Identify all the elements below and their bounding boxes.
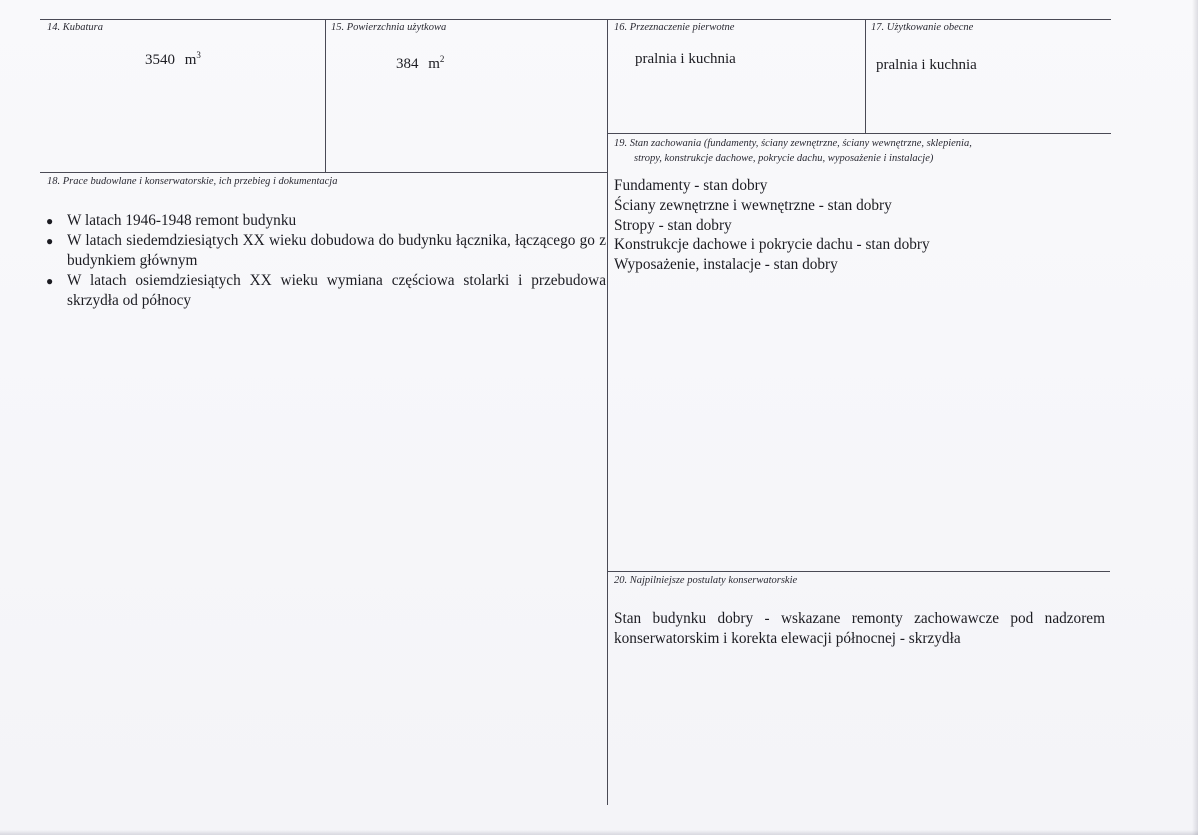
condition-line: Konstrukcje dachowe i pokrycie dachu - stan dobry xyxy=(614,236,930,254)
list-item-text: W latach osiemdziesiątych XX wieku wymiana częściowa stolarki i przebudowa skrzydła od północy xyxy=(67,272,606,309)
field-17-value: pralnia i kuchnia xyxy=(876,57,977,73)
field-17-label: 17. Użytkowanie obecne xyxy=(871,22,974,33)
area-unit-exponent: 2 xyxy=(439,54,445,64)
works-list xyxy=(44,211,606,311)
condition-line: Stropy - stan dobry xyxy=(614,216,732,234)
list-item xyxy=(44,231,606,271)
field-14-label: 14. Kubatura xyxy=(47,22,104,33)
volume-unit-base: m xyxy=(184,52,197,68)
list-item-text: W latach siedemdziesiątych XX wieku dobudowa do budynku łącznika, łączącego go z budynkiem głównym xyxy=(67,232,606,269)
field-16-label: 16. Przeznaczenie pierwotne xyxy=(614,22,735,33)
volume-unit-exponent: 3 xyxy=(196,50,201,60)
bullet-icon: ● xyxy=(46,234,54,248)
bullet-icon: ● xyxy=(46,214,54,228)
page-bottom-shadow xyxy=(0,830,1198,835)
divider-main xyxy=(607,19,608,805)
field-20-label: 20. Najpilniejsze postulaty konserwatorskie xyxy=(614,575,798,586)
field-14-value xyxy=(145,52,201,69)
field-19-label-line2: stropy, konstrukcje dachowe, pokrycie dachu, wyposażenie i instalacje) xyxy=(634,153,934,164)
condition-line: Ściany zewnętrzne i wewnętrzne - stan dobry xyxy=(614,196,892,214)
field-18-label: 18. Prace budowlane i konserwatorskie, ich przebieg i dokumentacja xyxy=(47,176,338,187)
area-unit-base: m xyxy=(428,56,440,72)
field-15-label: 15. Powierzchnia użytkowa xyxy=(331,22,447,33)
bullet-icon: ● xyxy=(46,274,54,288)
rule-right-lower xyxy=(608,571,1110,572)
area-number: 384 xyxy=(396,56,419,72)
divider-16-17 xyxy=(865,19,866,133)
volume-number: 3540 xyxy=(145,52,175,68)
field-16-value: pralnia i kuchnia xyxy=(635,51,736,67)
rule-left-mid xyxy=(40,172,608,173)
list-item xyxy=(44,271,606,311)
area-unit xyxy=(428,56,444,72)
volume-unit xyxy=(185,52,201,68)
list-item-text: W latach 1946-1948 remont budynku xyxy=(67,212,297,229)
page-edge-shadow xyxy=(1192,0,1198,835)
list-item xyxy=(44,211,606,231)
divider-14-15 xyxy=(325,19,326,172)
top-rule xyxy=(40,19,1111,20)
condition-line: Fundamenty - stan dobry xyxy=(614,177,768,194)
rule-right-mid xyxy=(608,133,1111,134)
condition-lines xyxy=(614,176,930,275)
condition-line: Wyposażenie, instalacje - stan dobry xyxy=(614,256,838,274)
field-20-value: Stan budynku dobry - wskazane remonty zachowawcze pod nadzorem konserwatorskim i korekta elewacji północnej - skrzydła xyxy=(614,610,1105,647)
field-19-label-line1: 19. Stan zachowania (fundamenty, ściany zewnętrzne, ściany wewnętrzne, sklepienia, xyxy=(614,138,972,149)
field-15-value xyxy=(396,56,444,73)
